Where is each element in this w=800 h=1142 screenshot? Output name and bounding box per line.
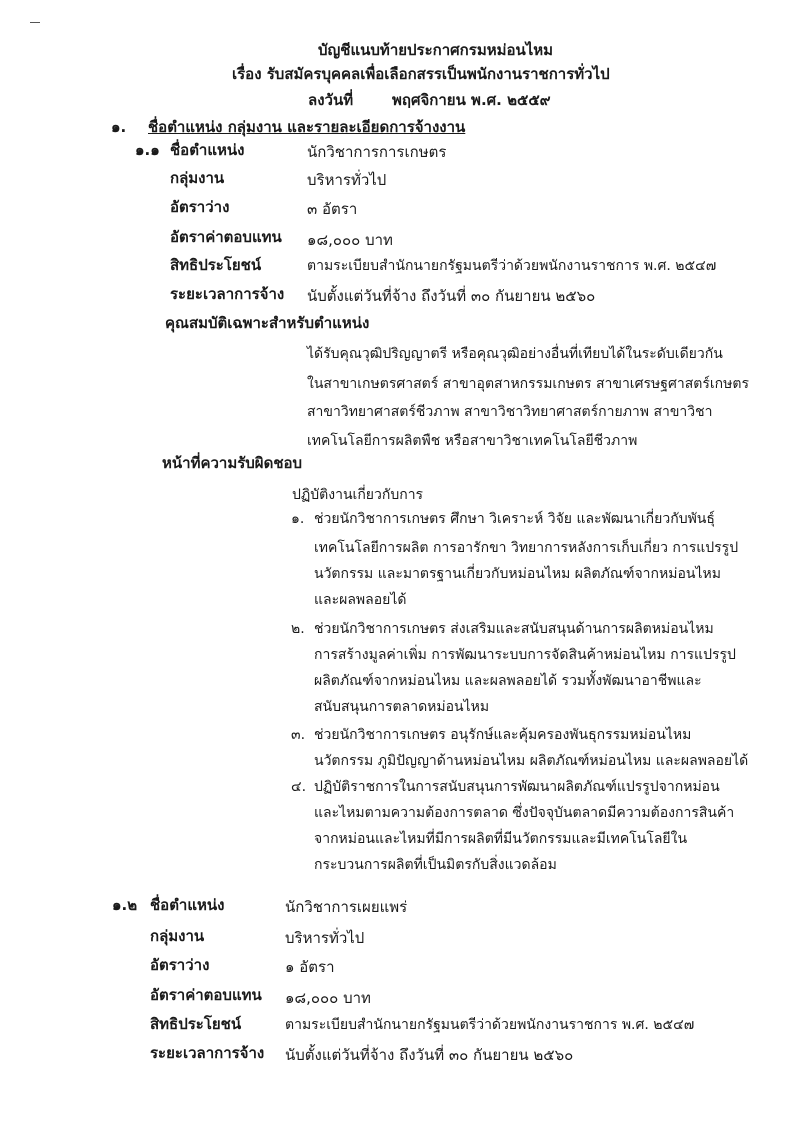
field-label: ระยะเวลาการจ้าง (150, 1044, 265, 1062)
duty-line: ผลิตภัณฑ์จากหม่อนไหม และผลพลอยได้ รวมทั้งพัฒนาอาชีพและ (314, 673, 702, 689)
duty-line: เทคโนโลยีการผลิต การอารักขา วิทยาการหลังการเก็บเกี่ยว การแปรรูป (314, 540, 739, 556)
duty-intro: ปฏิบัติงานเกี่ยวกับการ (292, 487, 424, 503)
duty-label: หน้าที่ความรับผิดชอบ (162, 454, 303, 472)
duty-number: ๔. (291, 779, 307, 795)
header-title: บัญชีแนบท้ายประกาศกรมหม่อนไหม (318, 41, 554, 59)
duty-line: ช่วยนักวิชาการเกษตร ศึกษา วิเคราะห์ วิจัย และพัฒนาเกี่ยวกับพันธุ์ (314, 511, 715, 527)
field-value: นักวิชาการเผยแพร่ (285, 898, 408, 916)
duty-line: สนับสนุนการตลาดหม่อนไหม (314, 699, 490, 715)
qualification-line: เทคโนโลยีการผลิตพืช หรือสาขาวิชาเทคโนโลยีชีวภาพ (307, 433, 638, 449)
field-label: ระยะเวลาการจ้าง (170, 285, 285, 303)
field-label: ชื่อตำแหน่ง (170, 141, 245, 159)
duty-line: ช่วยนักวิชาการเกษตร ส่งเสริมและสนับสนุนด้านการผลิตหม่อนไหม (314, 621, 714, 637)
header-date-value: พฤศจิกายน พ.ศ. ๒๕๕๙ (392, 91, 551, 109)
field-value: นับตั้งแต่วันที่จ้าง ถึงวันที่ ๓๐ กันยายน ๒๕๖๐ (307, 287, 596, 305)
duty-line: นวัตกรรม และมาตรฐานเกี่ยวกับหม่อนไหม ผลิตภัณฑ์จากหม่อนไหม (314, 566, 721, 582)
qualification-line: สาขาวิทยาศาสตร์ชีวภาพ สาขาวิชาวิทยาศาสตร์กายภาพ สาขาวิชา (307, 404, 713, 420)
qualification-line: ในสาขาเกษตรศาสตร์ สาขาอุตสาหกรรมเกษตร สาขาเศรษฐศาสตร์เกษตร (307, 376, 749, 392)
duty-line: นวัตกรรม ภูมิปัญญาด้านหม่อนไหม ผลิตภัณฑ์หม่อนไหม และผลพลอยได้ (314, 753, 749, 769)
field-value: ๑๘,๐๐๐ บาท (307, 231, 393, 249)
field-value: ตามระเบียบสำนักนายกรัฐมนตรีว่าด้วยพนักงานราชการ พ.ศ. ๒๕๔๗ (307, 258, 717, 274)
duty-line: กระบวนการผลิตที่เป็นมิตรกับสิ่งแวดล้อม (314, 857, 557, 873)
qualification-line: ได้รับคุณวุฒิปริญญาตรี หรือคุณวุฒิอย่างอื่นที่เทียบได้ในระดับเดียวกัน (307, 346, 723, 362)
field-label: อัตราว่าง (150, 956, 210, 974)
field-label: กลุ่มงาน (150, 927, 205, 945)
duty-number: ๑. (291, 511, 305, 527)
field-label: สิทธิประโยชน์ (150, 1015, 242, 1033)
field-value: ตามระเบียบสำนักนายกรัฐมนตรีว่าด้วยพนักงานราชการ พ.ศ. ๒๕๔๗ (285, 1017, 695, 1033)
header-subject: เรื่อง รับสมัครบุคคลเพื่อเลือกสรรเป็นพนักงานราชการทั่วไป (232, 65, 610, 83)
scan-mark (30, 22, 40, 23)
header-date-label: ลงวันที่ (308, 91, 354, 109)
qualification-label: คุณสมบัติเฉพาะสำหรับตำแหน่ง (165, 314, 370, 332)
field-value: บริหารทั่วไป (307, 171, 387, 189)
field-label: อัตราค่าตอบแทน (150, 986, 262, 1004)
field-label: อัตราว่าง (170, 198, 230, 216)
position-number: ๑.๒ (112, 896, 138, 914)
duty-line: จากหม่อนและไหมที่มีการผลิตที่มีนวัตกรรมและมีเทคโนโลยีใน (314, 831, 688, 847)
field-label: อัตราค่าตอบแทน (170, 228, 282, 246)
duty-number: ๒. (291, 621, 305, 637)
field-value: ๓ อัตรา (307, 200, 358, 218)
section-title: ชื่อตำแหน่ง กลุ่มงาน และรายละเอียดการจ้างงาน (148, 118, 466, 136)
duty-line: ปฏิบัติราชการในการสนับสนุนการพัฒนาผลิตภัณฑ์แปรรูปจากหม่อน (314, 779, 720, 795)
duty-number: ๓. (291, 727, 306, 743)
field-label: ชื่อตำแหน่ง (150, 896, 225, 914)
position-number: ๑.๑ (135, 141, 160, 159)
field-value: นักวิชาการการเกษตร (307, 143, 447, 161)
section-number: ๑. (111, 118, 127, 136)
field-label: สิทธิประโยชน์ (170, 256, 262, 274)
field-value: ๑๘,๐๐๐ บาท (285, 989, 371, 1007)
field-value: บริหารทั่วไป (285, 929, 365, 947)
duty-line: และผลพลอยได้ (314, 592, 407, 608)
duty-line: ช่วยนักวิชาการเกษตร อนุรักษ์และคุ้มครองพันธุกรรมหม่อนไหม (314, 727, 692, 743)
field-label: กลุ่มงาน (170, 169, 225, 187)
field-value: ๑ อัตรา (285, 958, 335, 976)
duty-line: การสร้างมูลค่าเพิ่ม การพัฒนาระบบการจัดสินค้าหม่อนไหม การแปรรูป (314, 647, 736, 663)
duty-line: และไหมตามความต้องการตลาด ซึ่งปัจจุบันตลาดมีความต้องการสินค้า (314, 805, 735, 821)
field-value: นับตั้งแต่วันที่จ้าง ถึงวันที่ ๓๐ กันยายน ๒๕๖๐ (285, 1046, 574, 1064)
